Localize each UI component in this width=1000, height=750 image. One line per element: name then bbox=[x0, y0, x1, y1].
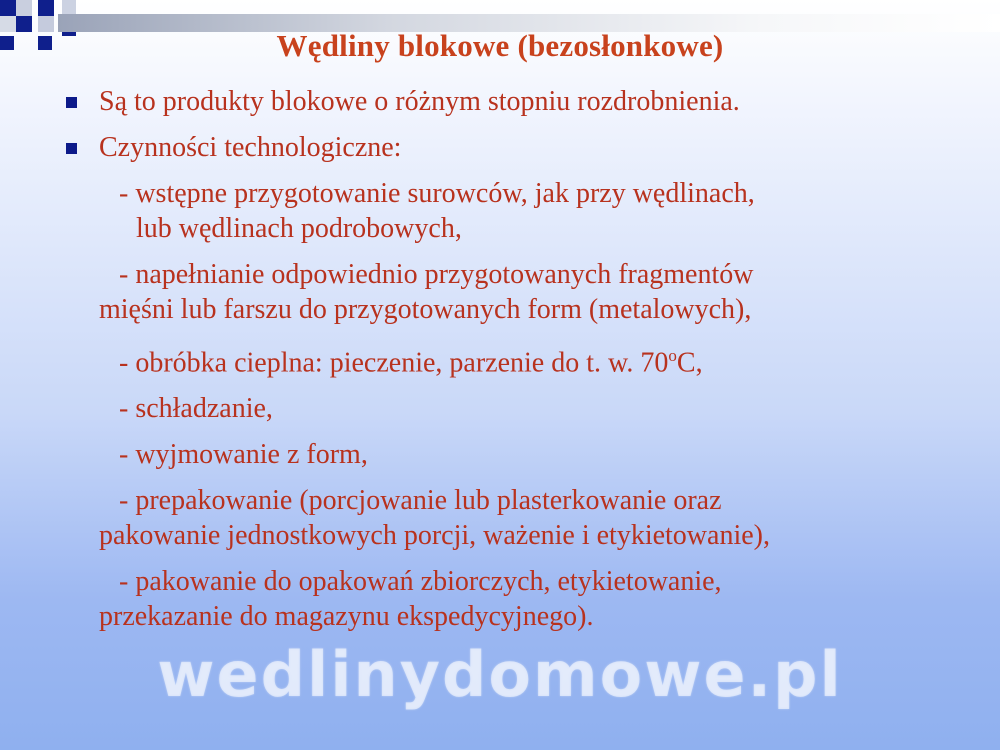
step-item bbox=[62, 176, 982, 246]
step-line: mięśni lub farszu do przygotowanych form (metalowych), bbox=[99, 294, 752, 325]
step-line bbox=[62, 338, 982, 380]
step-text: C, bbox=[676, 347, 703, 379]
bullet-text: Czynności technologiczne: bbox=[99, 132, 402, 163]
step-line: pakowanie jednostkowych porcji, ważenie i etykietowanie), bbox=[99, 520, 770, 552]
step-line: - prepakowanie (porcjowanie lub plasterkowanie oraz bbox=[119, 485, 722, 517]
step-item bbox=[62, 483, 982, 553]
superscript-degree: o bbox=[668, 346, 677, 365]
step-item bbox=[62, 437, 982, 472]
step-text: - obróbka cieplna: pieczenie, parzenie do t. w. 70 bbox=[119, 347, 669, 379]
bullet-item bbox=[62, 130, 982, 165]
step-line: - pakowanie do opakowań zbiorczych, etykietowanie, bbox=[119, 566, 722, 598]
step-item bbox=[62, 338, 982, 380]
step-item bbox=[62, 564, 982, 634]
square-bullet-icon bbox=[66, 143, 77, 154]
step-line: przekazanie do magazynu ekspedycyjnego). bbox=[99, 601, 594, 633]
step-item bbox=[62, 391, 982, 426]
step-line: lub wędlinach podrobowych, bbox=[136, 213, 462, 244]
step-line: - napełnianie odpowiednio przygotowanych fragmentów bbox=[119, 259, 754, 290]
step-line: - wyjmowanie z form, bbox=[119, 439, 368, 471]
step-line: - schładzanie, bbox=[119, 393, 273, 425]
slide-title: Wędliny blokowe (bezosłonkowe) bbox=[276, 28, 724, 63]
watermark: wedlinydomowe.pl bbox=[157, 638, 843, 711]
bullet-text: Są to produkty blokowe o różnym stopniu rozdrobnienia. bbox=[99, 86, 740, 117]
step-item bbox=[62, 257, 982, 327]
bullet-item bbox=[62, 84, 982, 119]
square-bullet-icon bbox=[66, 97, 77, 108]
step-line: - wstępne przygotowanie surowców, jak przy wędlinach, bbox=[119, 178, 755, 209]
slide-content bbox=[62, 84, 982, 645]
